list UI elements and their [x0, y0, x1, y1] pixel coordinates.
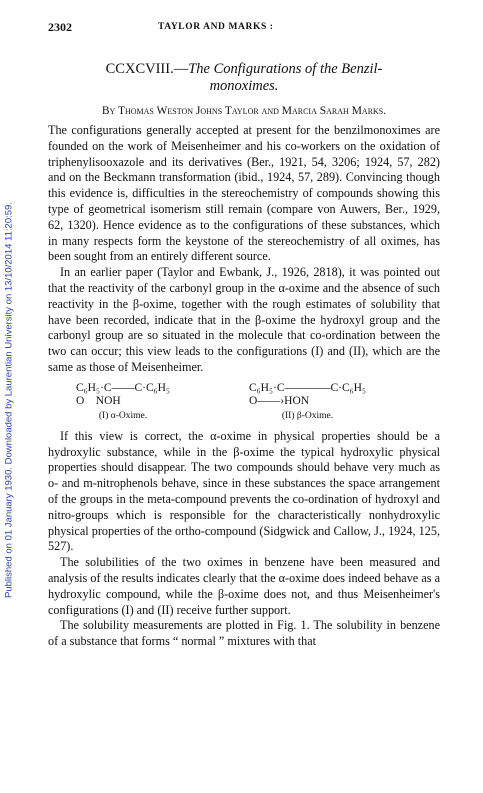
formula-1-line-2: O NOH [76, 394, 121, 407]
formula-2-caption: (II) β-Oxime. [281, 410, 334, 421]
paragraph-5: The solubility measurements are plotted in Fig. 1. The solubility in benzene of a substance that forms “ normal ” mixtures with that [48, 618, 440, 649]
paragraph-2: In an earlier paper (Taylor and Ewbank, J., 1926, 2818), it was pointed out that the reactivity of the carbonyl group in the α-oxime and the absence of such reactivity in the β-oxime, together with the rough estimates of solubility that have been recorded, indicate that in the β-oxime the hydroxyl group and the carbonyl group are so situated in the molecule that co-ordination between the two can occur; this view leads to the configurations (I) and (II), which are the same as those of Meisenheimer. [48, 265, 440, 374]
formula-1-caption: (I) α-Oxime. [98, 410, 148, 421]
page-header [48, 20, 440, 35]
article-title [48, 61, 440, 95]
formula-2-line-2: O——›HON [249, 394, 310, 407]
article-title-text: The Configurations of the Benzil- [188, 61, 383, 77]
formula-1-line-1: C₆H₅·C——C·C₆H₅ [76, 381, 170, 394]
structural-formulas [76, 382, 366, 421]
paragraph-1: The configurations generally accepted at present for the benzilmonoximes are founded on the work of Meisenheimer and his co-workers on the oxidation of triphenylisooxazole and its derivatives (Ber., 1921, 54, 3206; 1924, 57, 282) and on the Beckmann transformation (ibid., 1924, 57, 289). Convincing though this evidence is, difficulties in the stereochemistry of compounds showing this type of geometrical isomerism still remain (compare von Auwers, Ber., 1929, 62, 1320). Hence evidence as to the configurations of these substances, which in many respects form the keystone of the stereochemistry of all oximes, has been sought from an entirely different source. [48, 123, 440, 264]
article-title-text-2: monoximes. [209, 78, 279, 94]
paper-page [48, 20, 440, 650]
formula-2-line-1: C₆H₅·C————C·C₆H₅ [249, 381, 366, 394]
formula-alpha-oxime [76, 382, 170, 421]
article-number: CCXCVIII.— [105, 61, 189, 77]
authors-line: By Thomas Weston Johns Taylor and Marcia Sarah Marks. [101, 105, 387, 117]
running-head: TAYLOR AND MARKS : [158, 22, 274, 32]
paragraph-3: If this view is correct, the α-oxime in physical properties should be a hydroxylic substance, while in the β-oxime the typical hydroxylic physical properties should disappear. The two compounds should behave very much as o- and m-nitrophenols behave, since in these substances the space arrangement of the groups in the meta-compound prevents the co-ordination of hydroxyl and nitro-groups which is responsible for the characteristically nonhydroxylic physical properties of the ortho-compound (Sidgwick and Callow, J., 1924, 125, 527). [48, 428, 440, 554]
download-watermark-text: Published on 01 January 1930. Downloaded by Laurentian University on 13/10/2014 11:20:59. [3, 202, 15, 598]
page-number: 2302 [48, 20, 72, 34]
formula-beta-oxime [249, 382, 366, 421]
download-watermark [2, 80, 16, 720]
paragraph-4: The solubilities of the two oximes in benzene have been measured and analysis of the results indicates clearly that the α-oxime does indeed behave as a hydroxylic compound, while the β-oxime does not, and thus Meisenheimer's configurations (I) and (II) receive further support. [48, 555, 440, 617]
